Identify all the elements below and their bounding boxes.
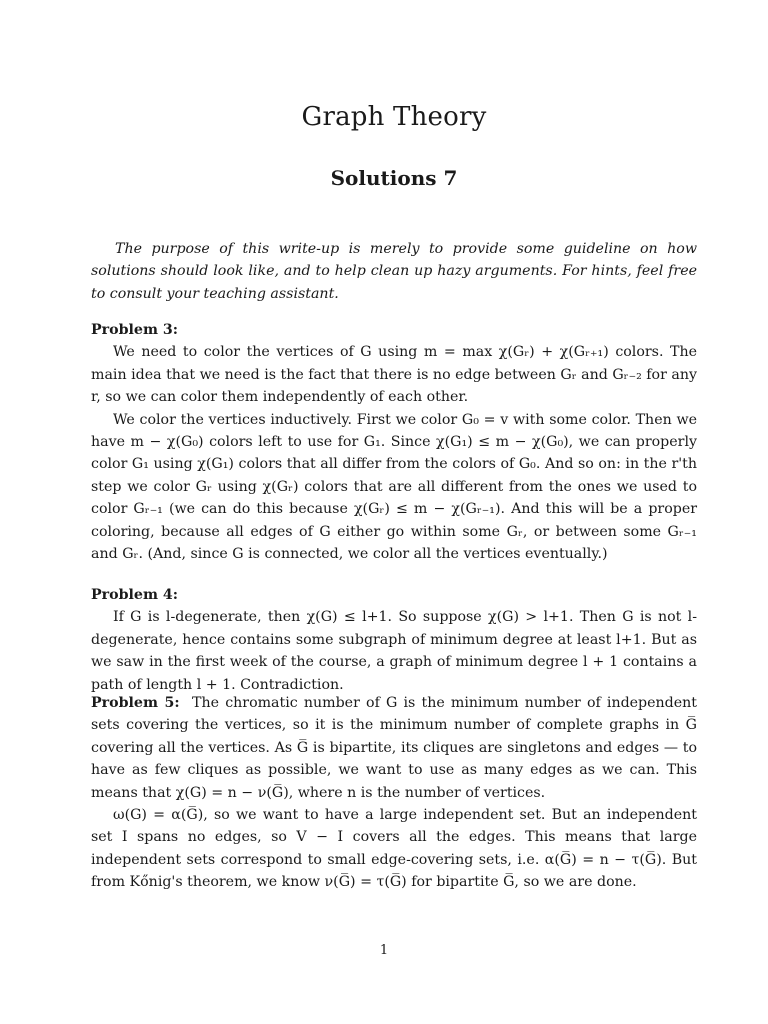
problem-3-title: Problem 3:	[91, 322, 179, 338]
problem-3-paragraph-1: We need to color the vertices of G using m = max χ(Gᵣ) + χ(Gᵣ₊₁) colors. The main idea that we need is the fact that there is no edge between Gᵣ and Gᵣ₋₂ for any r, so we can color them independently of each other.	[91, 344, 697, 406]
document-subtitle: Solutions 7	[330, 166, 458, 190]
problem-5-paragraph-1	[91, 692, 697, 804]
problem-4	[91, 584, 697, 696]
problem-5-title: Problem 5:	[91, 695, 180, 711]
problem-5	[91, 692, 697, 894]
problem-3-paragraph-2: We color the vertices inductively. First we color G₀ = v with some color. Then we have m − χ(G₀) colors left to use for G₁. Since χ(G₁) ≤ m − χ(G₀), we can properly color G₁ using χ(G₁) colors that all differ from the colors of G₀. And so on: in the r'th step we color Gᵣ using χ(Gᵣ) colors that are all different from the ones we used to color Gᵣ₋₁ (we can do this because χ(Gᵣ) ≤ m − χ(Gᵣ₋₁). And this will be a proper coloring, because all edges of G either go within some Gᵣ, or between some Gᵣ₋₁ and Gᵣ. (And, since G is connected, we color all the vertices eventually.)	[91, 411, 697, 563]
problem-5-paragraph-2: ω(G) = α(G̅), so we want to have a large independent set. But an independent set I spans no edges, so V − I covers all the edges. This means that large independent sets correspond to small edge-covering sets, i.e. α(G̅) = n − τ(G̅). But from Kőnig's theorem, we know ν(G̅) = τ(G̅) for bipartite G̅, so we are done.	[91, 807, 697, 891]
document-title: Graph Theory	[301, 102, 487, 132]
problem-5-paragraph-1-text: The chromatic number of G is the minimum number of independent sets covering the vertices, so it is the minimum number of complete graphs in G̅ covering all the vertices. As G̅ is bipartite, its cliques are singletons and edges — to have as few cliques as possible, we want to use as many edges as we can. This means that χ(G) = n − ν(G̅), where n is the number of vertices.	[91, 695, 697, 801]
problem-4-paragraph-1: If G is l-degenerate, then χ(G) ≤ l+1. So suppose χ(G) > l+1. Then G is not l-degenerate, hence contains some subgraph of minimum degree at least l+1. But as we saw in the first week of the course, a graph of minimum degree l + 1 contains a path of length l + 1. Contradiction.	[91, 609, 697, 693]
problem-3	[91, 319, 697, 565]
abstract: The purpose of this write-up is merely to provide some guideline on how solutions should look like, and to help clean up hazy arguments. For hints, feel free to consult your teaching assistant.	[91, 241, 697, 302]
problem-4-title: Problem 4:	[91, 587, 179, 603]
page-number: 1	[379, 943, 389, 958]
